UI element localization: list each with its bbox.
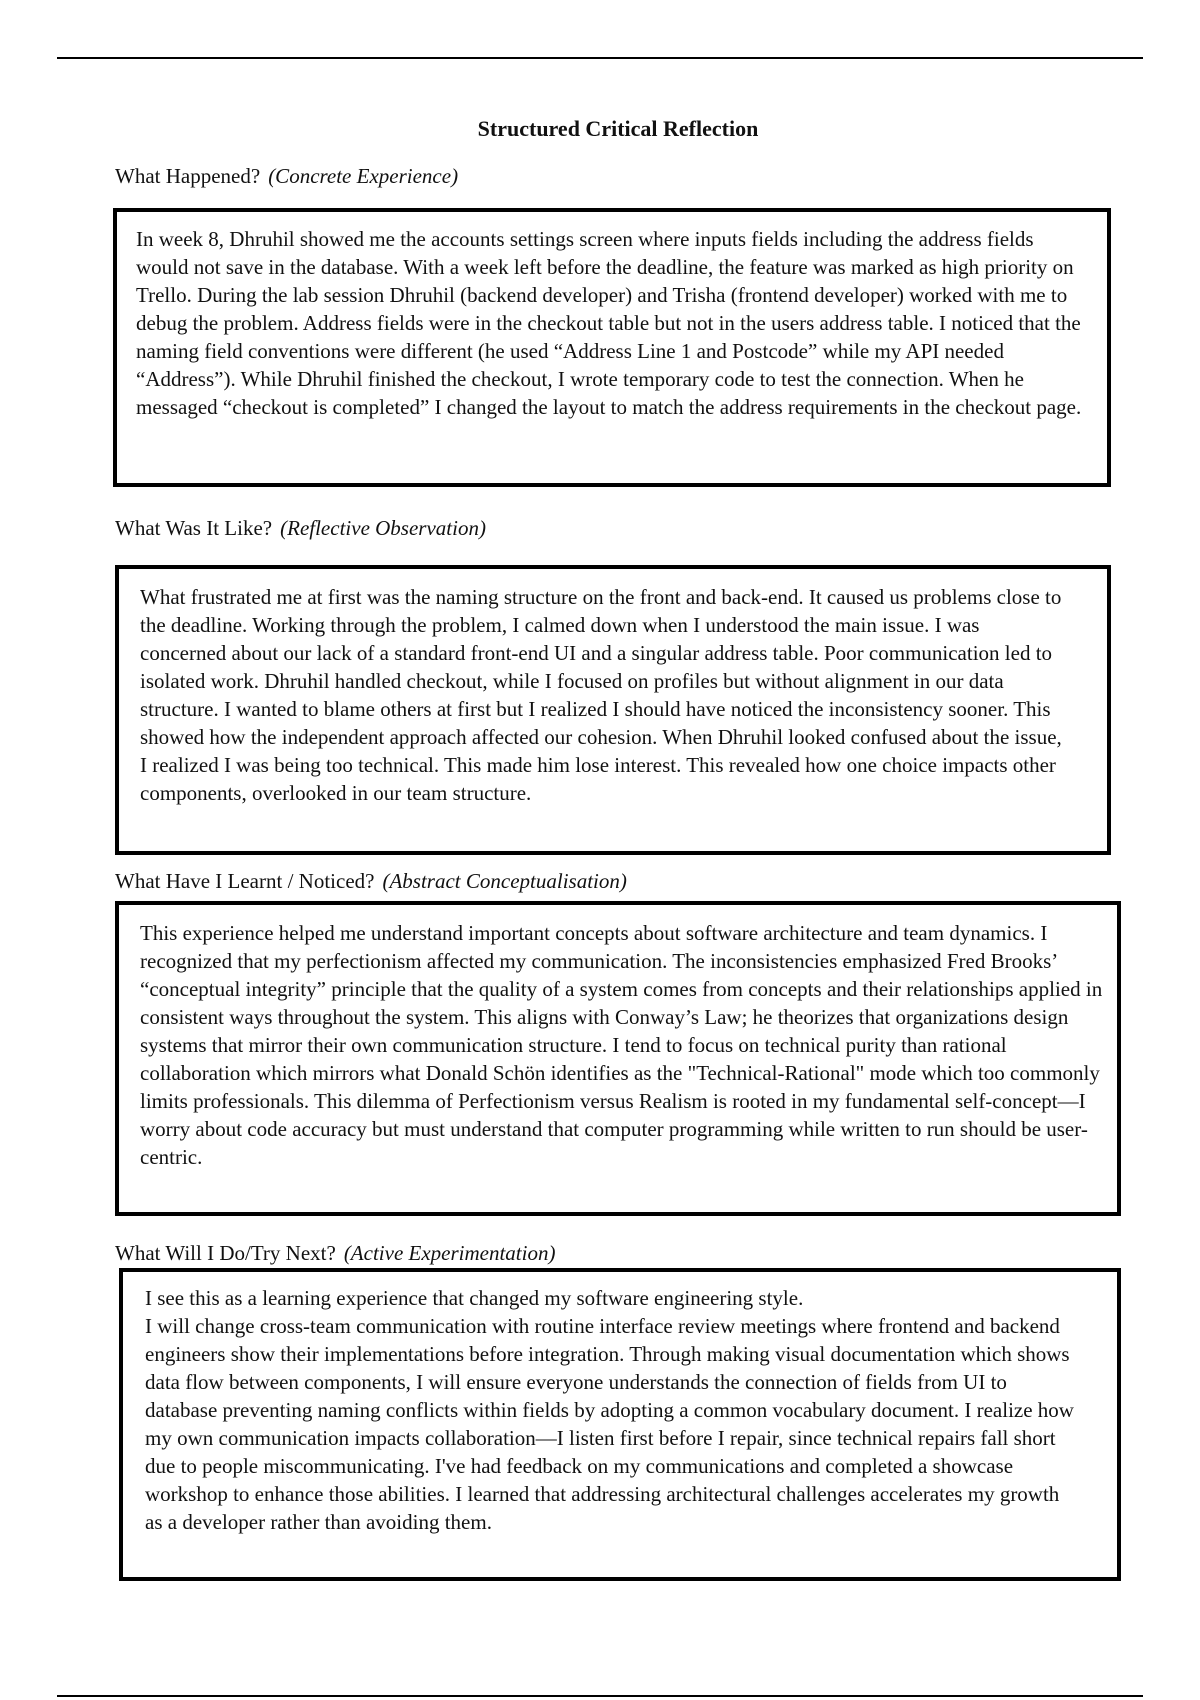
section-heading-text: What Happened? [115, 164, 261, 188]
section-heading-text: What Have I Learnt / Noticed? [115, 869, 375, 893]
section-heading-what-was-it-like [115, 515, 486, 541]
reflection-paragraph: I will change cross-team communication with routine interface review meetings where frontend and backend engineers show their implementations before integration. Through making visual documentation which shows data flow between components, I will ensure everyone understands the connection of fields from UI to database preventing naming conflicts within fields by adopting a common vocabulary document. I realize how my own communication impacts collaboration—I listen first before I repair, since technical repairs fall short due to people miscommunicating. I've had feedback on my communications and completed a showcase workshop to enhance those abilities. I learned that addressing architectural challenges accelerates my growth as a developer rather than avoiding them. [145, 1314, 1074, 1534]
reflection-paragraph: I see this as a learning experience that changed my software engineering style. [145, 1286, 804, 1310]
section-heading-text: What Will I Do/Try Next? [115, 1241, 336, 1265]
section-heading-what-will-i-do [115, 1240, 555, 1266]
section-subheading: (Concrete Experience) [268, 164, 459, 188]
section-heading-what-happened [115, 163, 458, 189]
top-rule [57, 57, 1143, 59]
reflection-paragraph: What frustrated me at first was the naming structure on the front and back-end. It caused us problems close to the deadline. Working through the problem, I calmed down when I understood the main issue. I was concerned about our lack of a standard front-end UI and a singular address table. Poor communication led to isolated work. Dhruhil handled checkout, while I focused on profiles but without alignment in our data structure. I wanted to blame others at first but I realized I should have noticed the inconsistency sooner. This showed how the independent approach affected our cohesion. When Dhruhil looked confused about the issue, I realized I was being too technical. This made him lose interest. This revealed how one choice impacts other components, overlooked in our team structure. [140, 585, 1062, 805]
bottom-rule [57, 1695, 1143, 1697]
page-title: Structured Critical Reflection [477, 116, 759, 141]
reflection-box-reflective-observation [115, 565, 1111, 855]
reflection-paragraph: In week 8, Dhruhil showed me the accounts settings screen where inputs fields including the address fields would not save in the database. With a week left before the deadline, the feature was marked as high priority on Trello. During the lab session Dhruhil (backend developer) and Trisha (frontend developer) worked with me to debug the problem. Address fields were in the checkout table but not in the users address table. I noticed that the naming field conventions were different (he used “Address Line 1 and Postcode” while my API needed “Address”). While Dhruhil finished the checkout, I wrote temporary code to test the connection. When he messaged “checkout is completed” I changed the layout to match the address requirements in the checkout page. [136, 227, 1082, 419]
section-heading-text: What Was It Like? [115, 516, 273, 540]
reflection-box-active-experimentation [119, 1268, 1121, 1581]
section-subheading: (Reflective Observation) [280, 516, 486, 540]
reflection-box-concrete-experience [113, 208, 1111, 487]
reflection-box-abstract-conceptualisation [115, 901, 1121, 1216]
section-subheading: (Abstract Conceptualisation) [382, 869, 627, 893]
reflection-paragraph: This experience helped me understand important concepts about software architecture and team dynamics. I recognized that my perfectionism affected my communication. The inconsistencies emphasized Fred Brooks’ “conceptual integrity” principle that the quality of a system comes from concepts and their relationships applied in consistent ways throughout the system. This aligns with Conway’s Law; he theorizes that organizations design systems that mirror their own communication structure. I tend to focus on technical purity than rational collaboration which mirrors what Donald Schön identifies as the "Technical-Rational" mode which too commonly limits professionals. This dilemma of Perfectionism versus Realism is rooted in my fundamental self-concept—I worry about code accuracy but must understand that computer programming while written to run should be user-centric. [140, 921, 1103, 1169]
section-subheading: (Active Experimentation) [343, 1241, 556, 1265]
section-heading-what-have-i-learnt [115, 868, 627, 894]
